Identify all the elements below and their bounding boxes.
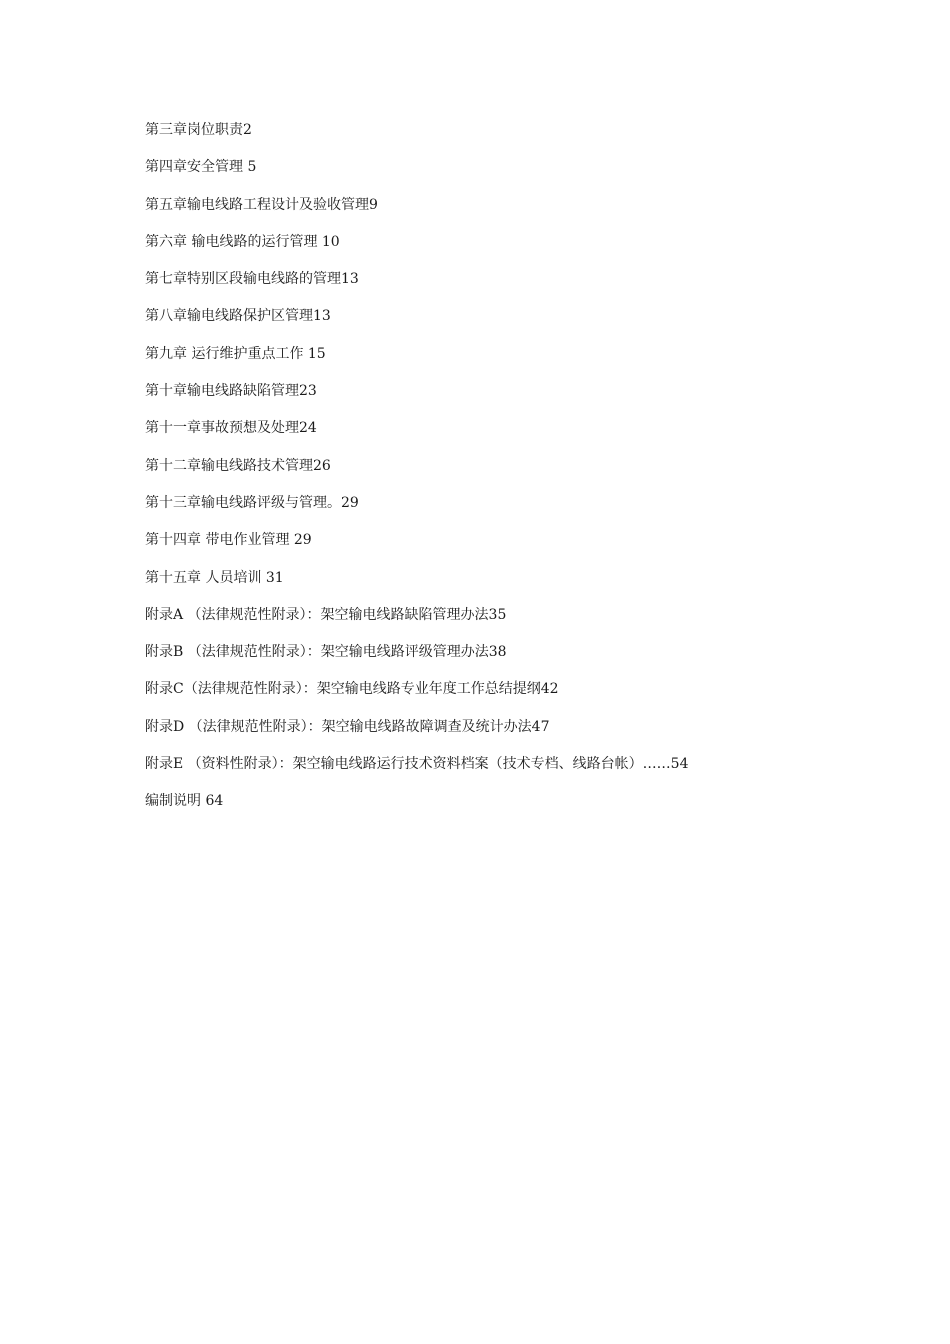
toc-entry-chapter-4: 第四章安全管理 5 — [145, 159, 257, 176]
toc-entry-chapter-8: 第八章输电线路保护区管理13 — [145, 308, 331, 325]
toc-entry-compilation-notes: 编制说明 64 — [145, 793, 224, 810]
toc-entry-chapter-3: 第三章岗位职责2 — [145, 122, 252, 138]
toc-entry-chapter-15: 第十五章 人员培训 31 — [145, 569, 284, 586]
toc-entry-chapter-14: 第十四章 带电作业管理 29 — [145, 532, 312, 549]
toc-entry-chapter-12: 第十二章输电线路技术管理26 — [145, 457, 331, 474]
toc-entry-appendix-d: 附录D （法律规范性附录）：架空输电线路故障调查及统计办法47 — [145, 718, 550, 735]
toc-entry-appendix-b: 附录B （法律规范性附录）：架空输电线路评级管理办法38 — [145, 644, 507, 661]
table-of-contents — [145, 118, 905, 827]
toc-entry-chapter-11: 第十一章事故预想及处理24 — [145, 420, 317, 437]
toc-entry-appendix-e: 附录E （资料性附录）：架空输电线路运行技术资料档案（技术专档、线路台帐）……54 — [145, 756, 689, 773]
toc-entry-chapter-7: 第七章特别区段输电线路的管理13 — [145, 271, 359, 288]
toc-entry-appendix-c: 附录C（法律规范性附录）：架空输电线路专业年度工作总结提纲42 — [145, 681, 559, 698]
toc-entry-chapter-13: 第十三章输电线路评级与管理。29 — [145, 494, 359, 511]
toc-entry-chapter-5: 第五章输电线路工程设计及验收管理9 — [145, 196, 378, 213]
toc-entry-chapter-9: 第九章 运行维护重点工作 15 — [145, 345, 326, 362]
toc-entry-chapter-10: 第十章输电线路缺陷管理23 — [145, 383, 317, 400]
toc-entry-appendix-a: 附录A （法律规范性附录）：架空输电线路缺陷管理办法35 — [145, 606, 507, 623]
toc-entry-chapter-6: 第六章 输电线路的运行管理 10 — [145, 233, 340, 250]
